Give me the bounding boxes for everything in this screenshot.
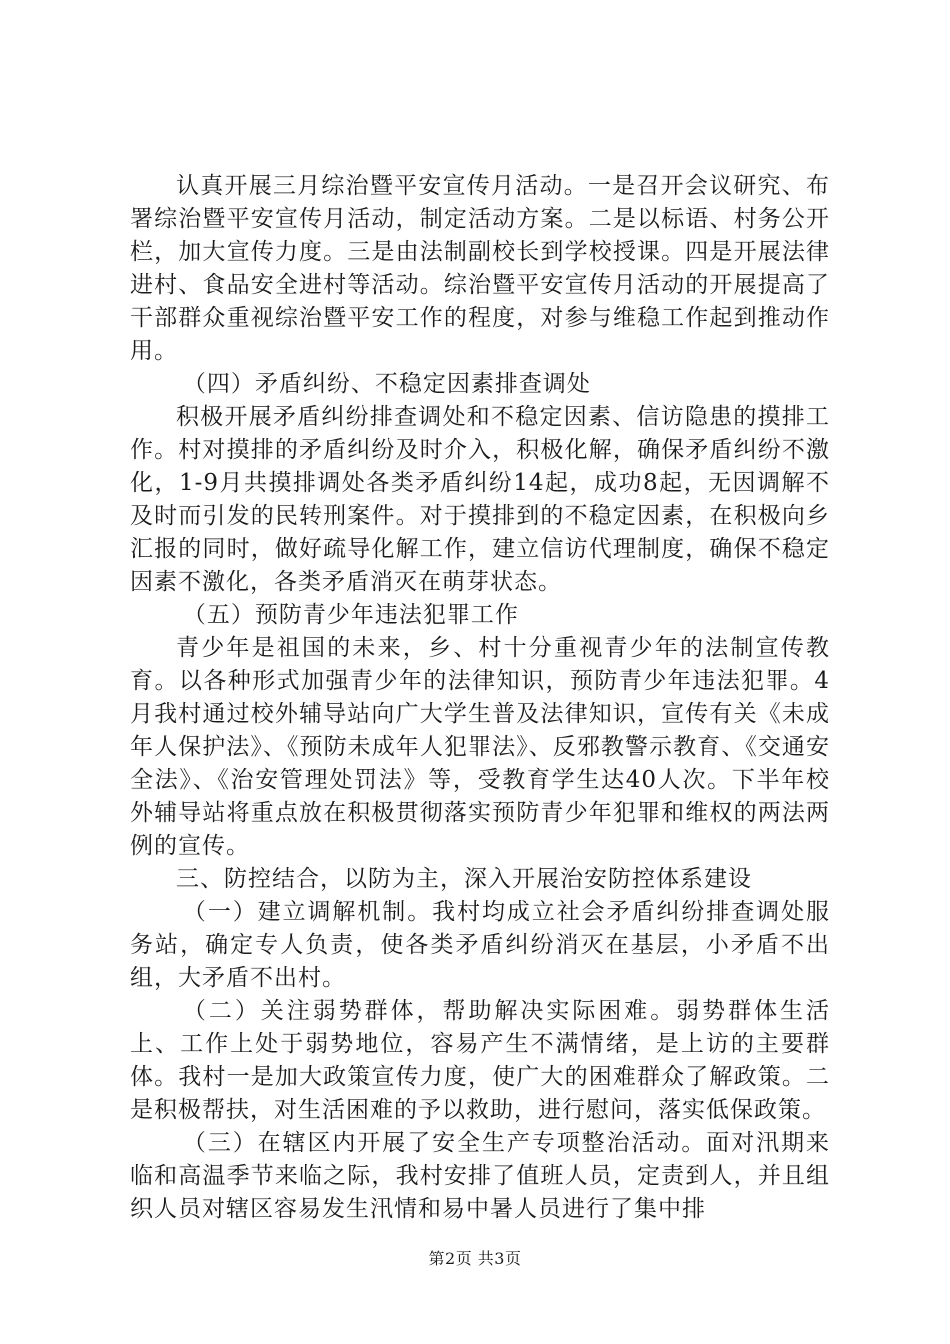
section-heading-prevention-control: 三、防控结合，以防为主，深入开展治安防控体系建设 <box>176 866 752 892</box>
document-body <box>130 170 830 1226</box>
paragraph-dispute-resolution: 积极开展矛盾纠纷排查调处和不稳定因素、信访隐患的摸排工作。村对摸排的矛盾纠纷及时介入，积极化解，确保矛盾纠纷不激化，1-9月共摸排调处各类矛盾纠纷14起，成功8起，无因调解不及时而引发的民转刑案件。对于摸排到的不稳定因素，在积极向乡汇报的同时，做好疏导化解工作，建立信访代理制度，确保不稳定因素不激化，各类矛盾消灭在萌芽状态。 <box>130 404 830 595</box>
page-number-footer: 第2页 共3页 <box>428 1249 522 1268</box>
section-heading-dispute-resolution: （四）矛盾纠纷、不稳定因素排查调处 <box>182 371 591 397</box>
section-heading-youth-crime-prevention: （五）预防青少年违法犯罪工作 <box>182 602 519 628</box>
paragraph-publicity-month: 认真开展三月综治暨平安宣传月活动。一是召开会议研究、布署综治暨平安宣传月活动，制定活动方案。二是以标语、村务公开栏，加大宣传力度。三是由法制副校长到学校授课。四是开展法律进村、食品安全进村等活动。综治暨平安宣传月活动的开展提高了干部群众重视综治暨平安工作的程度，对参与维稳工作起到推动作用。 <box>130 173 830 364</box>
paragraph-mediation-mechanism: （一）建立调解机制。我村均成立社会矛盾纠纷排查调处服务站，确定专人负责，使各类矛盾纠纷消灭在基层，小矛盾不出组，大矛盾不出村。 <box>130 899 830 991</box>
paragraph-youth-crime-prevention: 青少年是祖国的未来，乡、村十分重视青少年的法制宣传教育。以各种形式加强青少年的法律知识，预防青少年违法犯罪。4月我村通过校外辅导站向广大学生普及法律知识，宣传有关《未成年人保护法》、《预防未成年人犯罪法》、反邪教警示教育、《交通安全法》、《治安管理处罚法》等，受教育学生达40人次。下半年校外辅导站将重点放在积极贯彻落实预防青少年犯罪和维权的两法两例的宣传。 <box>130 635 830 859</box>
paragraph-vulnerable-groups: （二）关注弱势群体，帮助解决实际困难。弱势群体生活上、工作上处于弱势地位，容易产生不满情绪，是上访的主要群体。我村一是加大政策宣传力度，使广大的困难群众了解政策。二是积极帮扶，对生活困难的予以救助，进行慰问，落实低保政策。 <box>130 998 830 1123</box>
paragraph-safety-rectification: （三）在辖区内开展了安全生产专项整治活动。面对汛期来临和高温季节来临之际，我村安排了值班人员，定责到人，并且组织人员对辖区容易发生汛情和易中暑人员进行了集中排 <box>130 1130 830 1222</box>
